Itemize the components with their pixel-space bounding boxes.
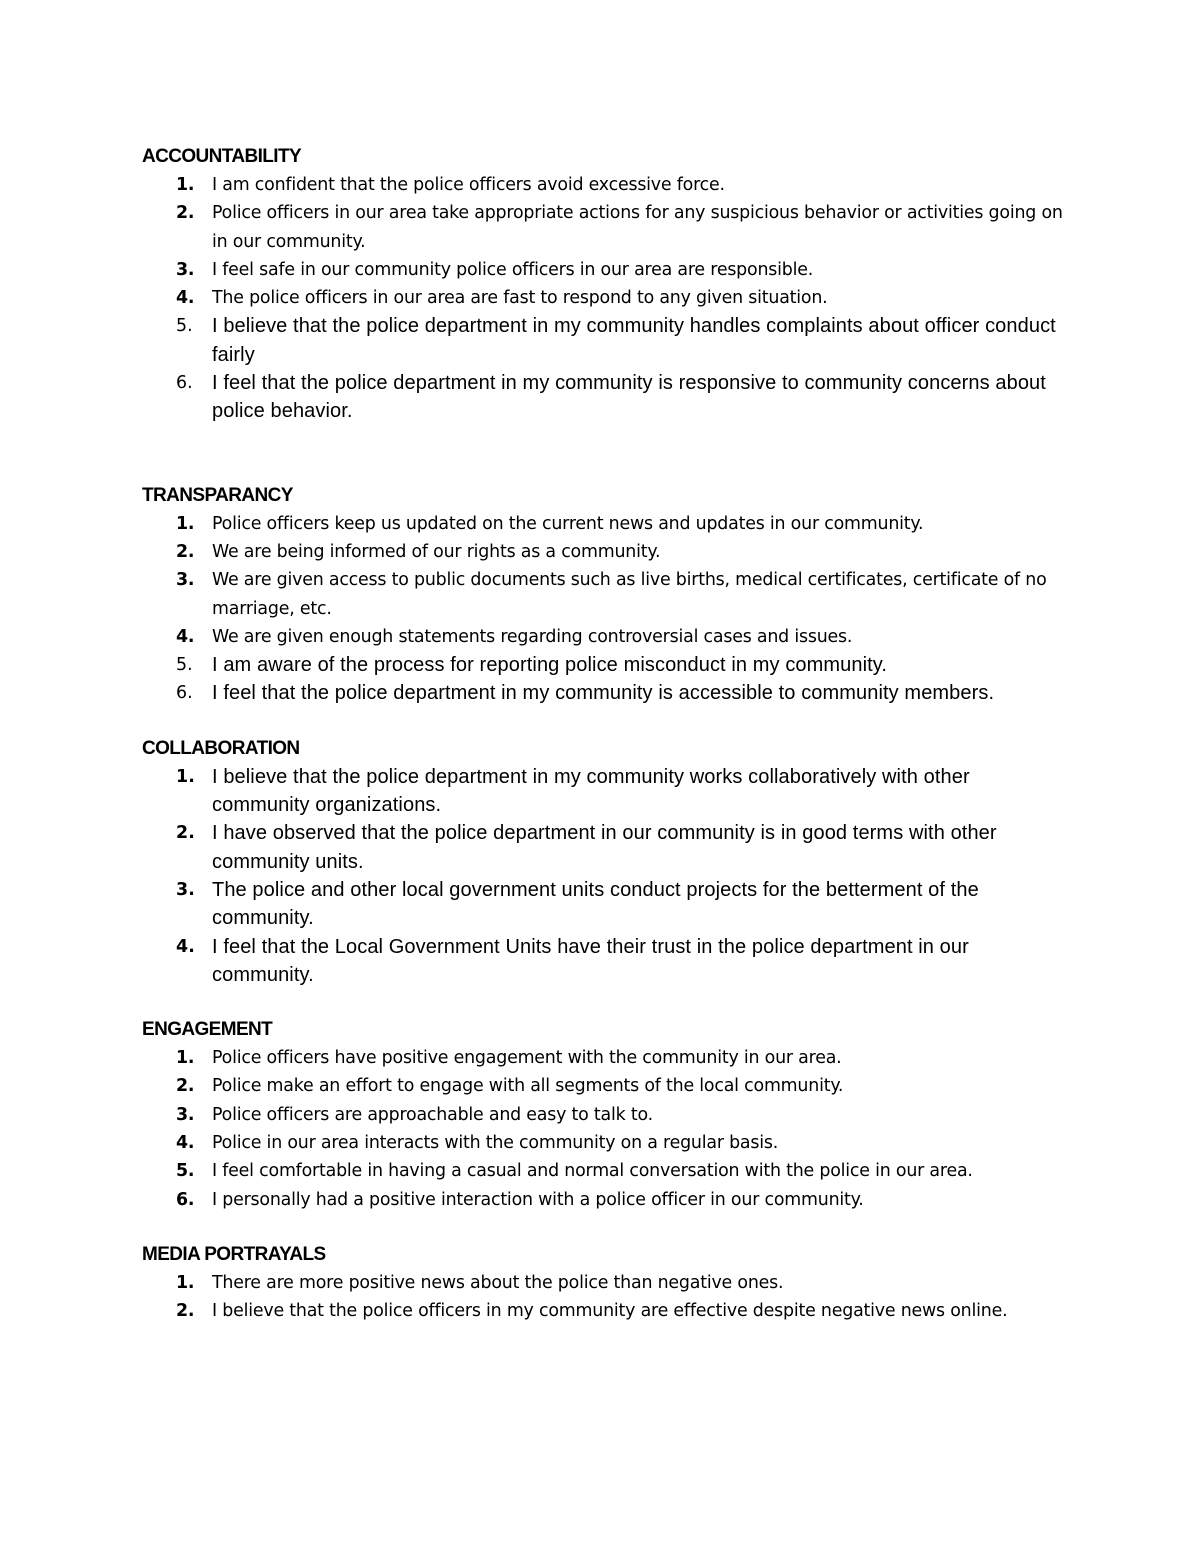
item-number: 6. [176,373,193,394]
item-number: 5. [176,316,193,337]
list-item [142,199,1072,256]
list-item [142,1044,1072,1072]
item-text: We are given access to public documents such as live births, medical certificates, certificate of no marriage, etc. [212,570,1047,619]
list-item [142,679,1072,707]
list-item [142,1129,1072,1157]
item-text: There are more positive news about the police than negative ones. [212,1272,784,1293]
list-item [142,1186,1072,1214]
list-item [142,312,1072,369]
list-item [142,651,1072,679]
item-text: I believe that the police department in my community works collaboratively with other community organizations. [212,765,970,817]
item-text: I am aware of the process for reporting police misconduct in my community. [212,654,888,677]
item-number: 4. [176,288,195,309]
item-number: 6. [176,1189,195,1210]
item-text: I have observed that the police department in our community is in good terms with other community units. [212,822,997,873]
item-text: We are being informed of our rights as a community. [212,541,661,562]
section-transparancy [142,482,1072,708]
list-item [142,623,1072,651]
section-title: MEDIA PORTRAYALS [142,1243,326,1265]
item-number: 4. [176,626,195,647]
item-number: 3. [176,570,195,591]
item-list [142,763,1072,989]
item-list [142,171,1072,426]
item-number: 5. [176,1161,195,1182]
item-text: Police officers keep us updated on the current news and updates in our community. [212,513,924,534]
item-text: Police make an effort to engage with all segments of the local community. [212,1076,844,1097]
item-text: The police officers in our area are fast to respond to any given situation. [212,288,828,309]
item-number: 1. [176,766,195,787]
item-list [142,1269,1072,1326]
item-number: 2. [176,823,195,844]
list-item [142,819,1072,876]
list-item [142,538,1072,566]
section-title: TRANSPARANCY [142,484,293,506]
item-number: 3. [176,1104,195,1125]
section-title: ACCOUNTABILITY [142,146,302,167]
list-item [142,1072,1072,1100]
document-page [142,143,1072,1326]
item-number: 1. [176,1048,195,1069]
section-engagement [142,1016,1072,1214]
list-item [142,933,1072,990]
section-collaboration [142,735,1072,989]
list-item [142,1101,1072,1129]
item-text: I am confident that the police officers avoid excessive force. [212,175,725,195]
list-item [142,256,1072,284]
list-item [142,876,1072,933]
item-number: 2. [176,1301,195,1322]
list-item [142,566,1072,623]
item-text: I feel that the police department in my community is responsive to community concerns about police behavior. [212,372,1046,423]
list-item [142,284,1072,312]
item-text: I personally had a positive interaction with a police officer in our community. [212,1189,864,1210]
list-item [142,369,1072,426]
list-item [142,171,1072,199]
item-number: 2. [176,541,195,562]
list-item [142,1269,1072,1297]
item-number: 5. [176,655,193,676]
item-text: I feel safe in our community police officers in our area are responsible. [212,259,814,280]
section-title: ENGAGEMENT [142,1019,273,1041]
list-item [142,510,1072,538]
item-number: 2. [176,203,195,224]
list-item [142,1297,1072,1325]
item-text: I feel that the Local Government Units have their trust in the police department in our community. [212,935,969,986]
item-text: Police officers have positive engagement with the community in our area. [212,1048,842,1069]
item-number: 1. [176,1272,195,1293]
item-number: 1. [176,513,195,534]
section-media-portrayals [142,1241,1072,1326]
item-number: 1. [176,175,195,195]
list-item [142,1157,1072,1185]
item-text: I believe that the police officers in my community are effective despite negative news online. [212,1301,1008,1322]
item-text: The police and other local government units conduct projects for the betterment of the community. [212,878,979,930]
item-text: We are given enough statements regarding controversial cases and issues. [212,626,853,647]
item-number: 3. [176,879,195,900]
item-list [142,510,1072,708]
item-number: 2. [176,1076,195,1097]
item-text: Police officers are approachable and easy to talk to. [212,1104,653,1125]
item-text: Police in our area interacts with the community on a regular basis. [212,1133,779,1154]
item-number: 3. [176,259,195,280]
item-number: 4. [176,1133,195,1154]
section-title: COLLABORATION [142,737,300,759]
item-text: Police officers in our area take appropriate actions for any suspicious behavior or activities going on in our community. [212,203,1063,252]
item-text: I feel comfortable in having a casual and normal conversation with the police in our area. [212,1161,973,1182]
item-list [142,1044,1072,1214]
item-text: I believe that the police department in my community handles complaints about officer conduct fairly [212,315,1056,366]
item-number: 6. [176,683,193,704]
section-accountability [142,143,1072,426]
list-item [142,763,1072,820]
item-number: 4. [176,936,195,957]
item-text: I feel that the police department in my community is accessible to community members. [212,682,995,705]
